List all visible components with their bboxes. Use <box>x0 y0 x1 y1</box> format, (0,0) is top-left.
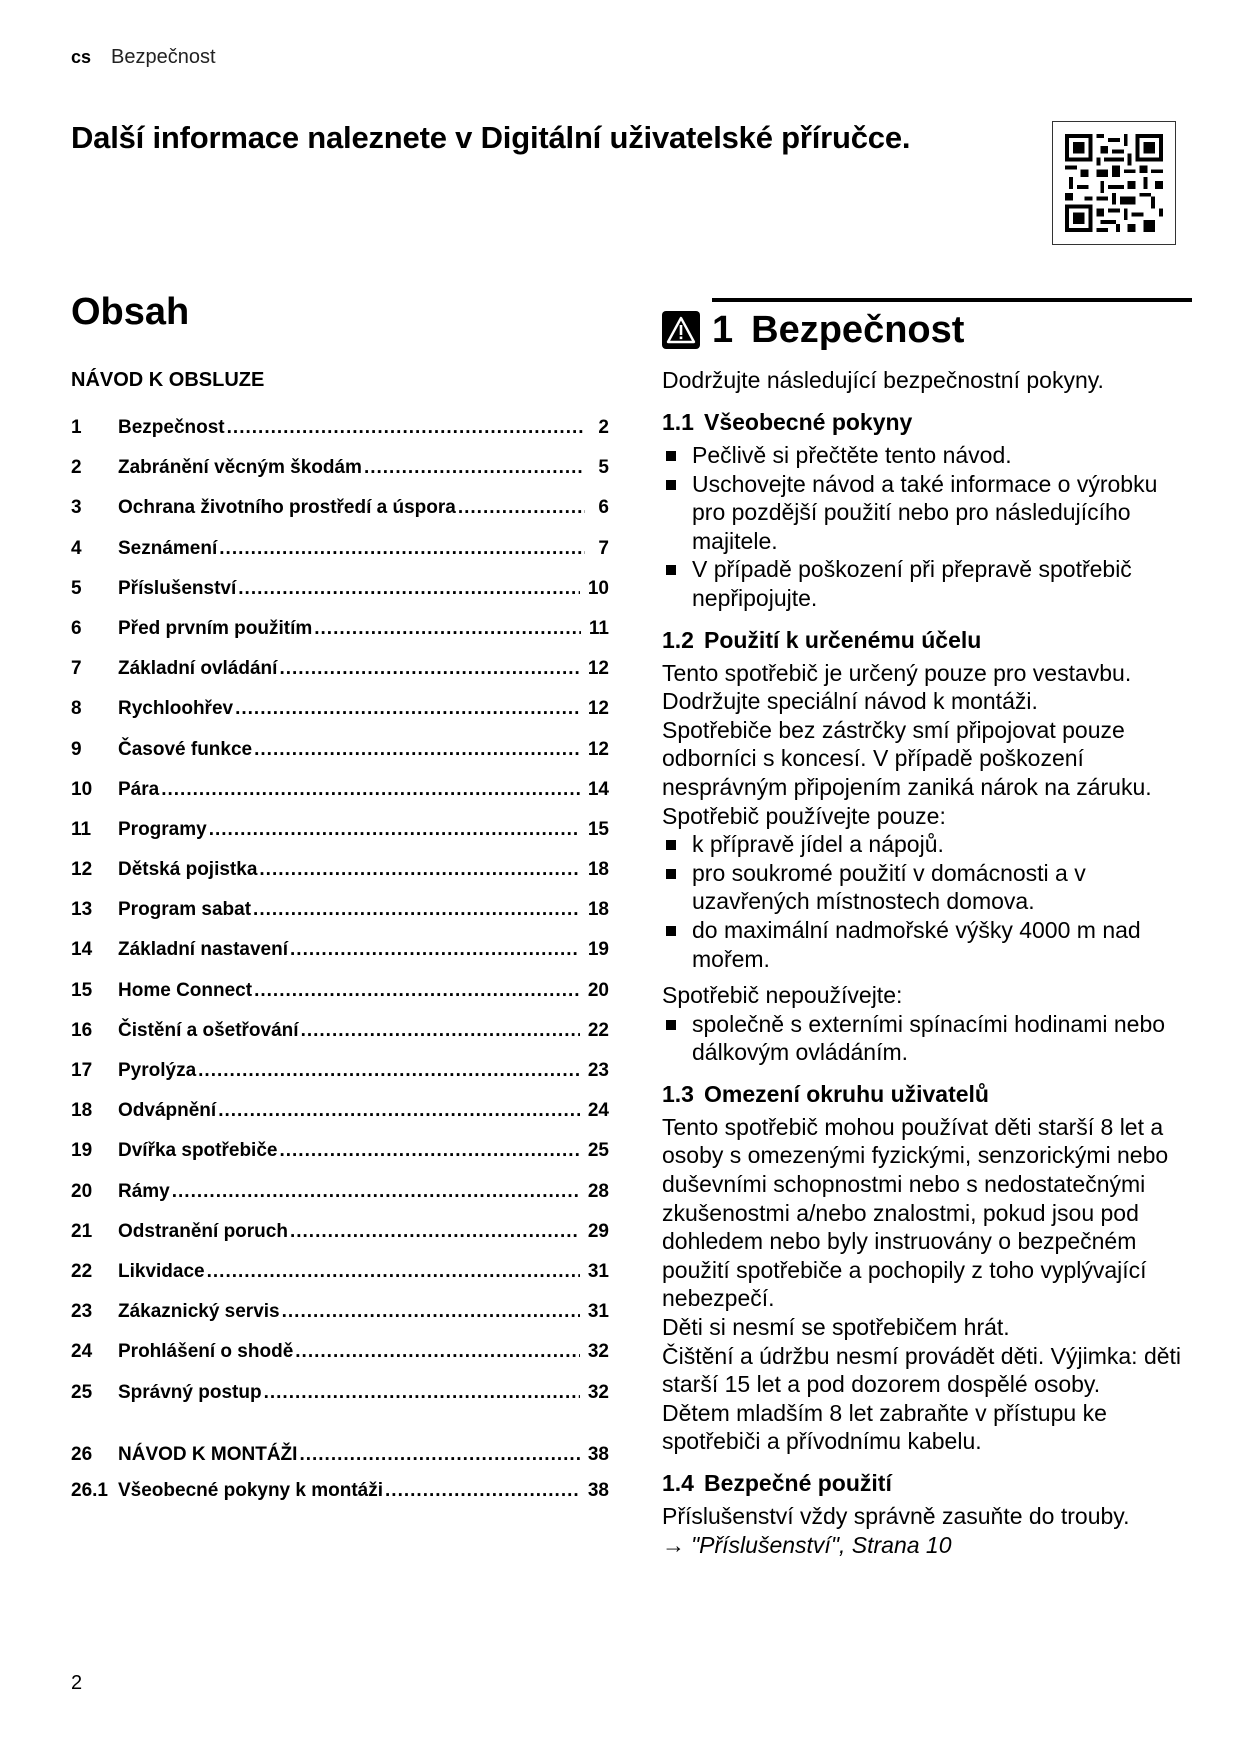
toc-entry-title: Program sabat <box>118 899 252 921</box>
toc-entry[interactable] <box>71 529 609 569</box>
toc-entry[interactable] <box>71 1051 609 1091</box>
toc-entry-title: Seznámení <box>118 537 218 559</box>
toc-entry[interactable] <box>71 850 609 890</box>
toc-dot-leader <box>207 1252 580 1292</box>
toc-entry-page: 2 <box>598 417 609 438</box>
toc-entry[interactable] <box>71 730 609 770</box>
list-item: do maximální nadmořské výšky 4000 m nad mořem. <box>662 916 1192 973</box>
chapter-rule <box>712 298 1192 302</box>
toc-entry[interactable] <box>71 488 609 528</box>
toc-dot-leader <box>301 1011 580 1051</box>
toc-entry-number: 21 <box>71 1220 93 1242</box>
toc-entry-page: 12 <box>587 698 609 720</box>
toc-entry[interactable] <box>71 1475 609 1507</box>
toc-entry-page: 20 <box>587 979 609 1001</box>
toc-entry[interactable] <box>71 770 609 810</box>
toc-entry-page: 29 <box>587 1220 609 1242</box>
toc-entry-number: 16 <box>71 1019 93 1041</box>
toc-entry[interactable] <box>71 448 609 488</box>
toc-dot-leader <box>364 448 585 488</box>
toc-entry-number: 14 <box>71 939 93 961</box>
arrow-right-icon: → <box>662 1531 685 1558</box>
toc-dot-leader <box>290 930 580 970</box>
toc-entry-page: 6 <box>598 497 609 519</box>
paragraph: Děti si nesmí se spotřebičem hrát. <box>662 1314 1010 1341</box>
toc-entry-page: 7 <box>598 537 609 559</box>
toc-entry-title: Dětská pojistka <box>118 859 258 881</box>
toc-entry[interactable] <box>71 1091 609 1131</box>
toc-entry-number: 26 <box>71 1443 93 1465</box>
toc-entry-number: 20 <box>71 1180 93 1202</box>
section-heading-1-1: 1.1 Všeobecné pokyny <box>662 409 913 435</box>
toc-dot-leader <box>254 730 580 770</box>
toc-entry-title: Rámy <box>118 1180 170 1202</box>
toc-entry-number: 18 <box>71 1100 93 1122</box>
toc-entry-page: 25 <box>587 1140 609 1162</box>
toc-entry-page: 23 <box>587 1060 609 1081</box>
chapter-heading <box>662 304 1192 356</box>
language-code: cs <box>71 47 92 67</box>
toc-entry-number: 26.1 <box>71 1479 108 1501</box>
toc-entry-page: 18 <box>587 859 609 881</box>
toc-entry-page: 32 <box>587 1341 609 1363</box>
toc-dot-leader <box>264 1373 580 1413</box>
toc-entry[interactable] <box>71 1172 609 1212</box>
toc-entry[interactable] <box>71 971 609 1011</box>
toc-entry-title: Prohlášení o shodě <box>118 1341 294 1363</box>
toc-entry-title: Bezpečnost <box>118 417 225 438</box>
toc-entry[interactable] <box>71 649 609 689</box>
prohibited-use-list <box>662 1010 1192 1067</box>
toc-entry-number: 4 <box>71 537 82 559</box>
running-header <box>71 46 216 69</box>
paragraph: Spotřebič nepoužívejte: <box>662 982 903 1009</box>
toc-entry-title: Ochrana životního prostředí a úspora <box>118 497 456 519</box>
chapter-intro: Dodržujte následující bezpečnostní pokyny. <box>662 367 1104 393</box>
toc-dot-leader <box>227 408 585 448</box>
toc-entry-number: 1 <box>71 417 82 438</box>
general-instructions-list <box>662 441 1192 613</box>
toc-dot-leader <box>279 1131 579 1171</box>
toc-entry-title: Časové funkce <box>118 738 253 760</box>
toc-entry-title: Programy <box>118 818 207 840</box>
toc-entry-page: 19 <box>587 939 609 961</box>
toc-dot-leader <box>198 1051 580 1091</box>
toc-dot-leader <box>295 1332 580 1372</box>
list-item: k přípravě jídel a nápojů. <box>662 830 1192 859</box>
toc-entry-title: Příslušenství <box>118 577 237 599</box>
toc-dot-leader <box>161 770 580 810</box>
toc-entry-page: 32 <box>587 1381 609 1403</box>
toc-entry-page: 38 <box>587 1443 609 1465</box>
toc-entry-title: Dvířka spotřebiče <box>118 1140 278 1162</box>
toc-dot-leader <box>299 1435 579 1475</box>
toc-entry-number: 19 <box>71 1140 93 1162</box>
toc-entry-title: Odstranění poruch <box>118 1220 288 1242</box>
toc-dot-leader <box>279 649 579 689</box>
toc-entry-title: Pyrolýza <box>118 1060 197 1081</box>
paragraph: Tento spotřebič mohou používat děti starší 8 let a osoby s omezenými fyzickými, senzorickými nebo duševními schopnostmi nebo s nedostatečnými zkušenostmi a/nebo znalostmi, pokud jsou pod dohledem nebo byly instruovány o bezpečném použití spotřebiče a pochopily z toho vyplývající nebezpečí. <box>662 1113 1169 1312</box>
paragraph: Spotřebič používejte pouze: <box>662 802 946 829</box>
toc-entry-number: 15 <box>71 979 93 1001</box>
toc-entry-number: 9 <box>71 738 82 760</box>
toc-entry[interactable] <box>71 1332 609 1372</box>
toc-entry-page: 24 <box>587 1100 609 1122</box>
toc-entry-title: Zákaznický servis <box>118 1301 280 1323</box>
toc-entry[interactable] <box>71 609 609 649</box>
cross-reference-link[interactable]: → "Příslušenství", Strana 10 <box>662 1531 952 1558</box>
toc-entry-title: Všeobecné pokyny k montáži <box>118 1479 384 1501</box>
toc-entry-number: 5 <box>71 577 82 599</box>
toc-dot-leader <box>218 1091 580 1131</box>
warning-triangle-icon <box>662 311 700 349</box>
toc-entry[interactable] <box>71 1252 609 1292</box>
section-heading-1-3: 1.3 Omezení okruhu uživatelů <box>662 1080 989 1107</box>
toc-dot-leader <box>254 971 580 1011</box>
toc-entry-title: Základní nastavení <box>118 939 289 961</box>
toc-entry-page: 38 <box>587 1479 609 1501</box>
toc-dot-leader <box>253 890 580 930</box>
toc-entry[interactable] <box>71 1212 609 1252</box>
toc-entry-number: 11 <box>71 818 92 840</box>
toc-entry-page: 22 <box>587 1019 609 1041</box>
list-item: pro soukromé použití v domácnosti a v uzavřených místnostech domova. <box>662 859 1192 916</box>
toc-dot-leader <box>238 569 580 609</box>
toc-dot-leader <box>290 1212 580 1252</box>
toc-entry-number: 2 <box>71 457 82 479</box>
toc-entry-number: 8 <box>71 698 82 720</box>
toc-dot-leader <box>172 1172 580 1212</box>
toc-dot-leader <box>219 529 585 569</box>
toc-dot-leader <box>314 609 581 649</box>
paragraph: Čištění a údržbu nesmí provádět děti. Výjimka: děti starší 15 let a pod dozorem dospělé osoby. <box>662 1342 1182 1398</box>
toc-dot-leader <box>385 1475 580 1507</box>
toc-entry-number: 17 <box>71 1060 93 1081</box>
toc-entry[interactable] <box>71 569 609 609</box>
toc-subtitle: NÁVOD K OBSLUZE <box>71 369 265 391</box>
toc-entry[interactable] <box>71 810 609 850</box>
toc-entry-number: 7 <box>71 658 82 680</box>
toc-entry[interactable] <box>71 930 609 970</box>
list-item: Pečlivě si přečtěte tento návod. <box>662 441 1192 470</box>
toc-entry[interactable] <box>71 1131 609 1171</box>
toc-entry-title: Základní ovládání <box>118 658 278 680</box>
toc-entry-number: 24 <box>71 1341 93 1363</box>
toc-entry-page: 12 <box>587 658 609 680</box>
toc-entry[interactable] <box>71 1292 609 1332</box>
section-heading-1-2: 1.2 Použití k určenému účelu <box>662 626 982 653</box>
toc-dot-leader <box>259 850 579 890</box>
table-of-contents <box>71 290 609 1507</box>
toc-dot-leader <box>235 689 580 729</box>
toc-entry-number: 25 <box>71 1381 93 1403</box>
toc-entry[interactable] <box>71 1435 609 1475</box>
toc-install-list <box>71 1435 609 1507</box>
toc-entry-page: 5 <box>598 457 609 479</box>
toc-entry-number: 23 <box>71 1301 93 1323</box>
intended-use-list <box>662 830 1192 973</box>
toc-entry[interactable] <box>71 1011 609 1051</box>
toc-entry[interactable] <box>71 408 609 448</box>
toc-entry-page: 18 <box>587 899 609 921</box>
toc-entry-number: 22 <box>71 1260 93 1282</box>
toc-entry-title: Zabránění věcným škodám <box>118 457 362 479</box>
toc-entry-page: 11 <box>588 617 609 639</box>
toc-entry-title: NÁVOD K MONTÁŽI <box>118 1443 298 1465</box>
list-item: V případě poškození při přepravě spotřebič nepřipojujte. <box>662 555 1192 612</box>
toc-entry-title: Pára <box>118 778 160 800</box>
toc-entry-page: 15 <box>587 818 609 840</box>
toc-entry[interactable] <box>71 890 609 930</box>
toc-title: Obsah <box>71 291 190 333</box>
toc-entry-title: Rychloohřev <box>118 698 234 720</box>
toc-entry-number: 13 <box>71 899 93 921</box>
toc-entry-title: Odvápnění <box>118 1100 217 1122</box>
toc-entry-number: 10 <box>71 778 93 800</box>
toc-entry-page: 31 <box>587 1260 609 1282</box>
toc-dot-leader <box>282 1292 580 1332</box>
toc-entry-page: 31 <box>587 1301 609 1323</box>
toc-entry-title: Správný postup <box>118 1381 262 1403</box>
section-heading-1-4: 1.4 Bezpečné použití <box>662 1470 892 1496</box>
toc-entry-title: Home Connect <box>118 979 253 1001</box>
paragraph: Dětem mladším 8 let zabraňte v přístupu ke spotřebiči a přívodnímu kabelu. <box>662 1399 1107 1455</box>
toc-dot-leader <box>458 488 585 528</box>
toc-entry-number: 12 <box>71 859 93 881</box>
list-item: společně s externími spínacími hodinami nebo dálkovým ovládáním. <box>662 1010 1192 1067</box>
toc-list <box>71 408 609 1413</box>
toc-entry[interactable] <box>71 689 609 729</box>
digital-manual-note: Další informace naleznete v Digitální uživatelské příručce. <box>71 120 911 155</box>
qr-code-icon <box>1052 121 1176 245</box>
toc-entry-page: 12 <box>587 738 609 760</box>
paragraph: Tento spotřebič je určený pouze pro vestavbu. Dodržujte speciální návod k montáži. <box>662 659 1132 715</box>
running-section-title: Bezpečnost <box>111 46 216 68</box>
toc-entry-number: 6 <box>71 617 82 639</box>
chapter-safety <box>662 298 1192 1559</box>
paragraph: Příslušenství vždy správně zasuňte do trouby. <box>662 1503 1130 1529</box>
toc-entry-number: 3 <box>71 497 82 519</box>
toc-entry-title: Likvidace <box>118 1260 205 1282</box>
page-number: 2 <box>71 1672 83 1694</box>
paragraph: Spotřebiče bez zástrčky smí připojovat pouze odborníci s koncesí. V případě poškození nesprávným připojením zaniká nárok na záruku. <box>662 716 1152 800</box>
toc-entry-page: 10 <box>587 577 609 599</box>
toc-entry-page: 14 <box>587 778 609 800</box>
chapter-title: 1 Bezpečnost <box>712 308 965 351</box>
toc-entry-title: Čistění a ošetřování <box>118 1019 299 1041</box>
toc-entry-page: 28 <box>587 1180 609 1202</box>
toc-entry-title: Před prvním použitím <box>118 617 313 639</box>
toc-dot-leader <box>209 810 580 850</box>
toc-entry[interactable] <box>71 1373 609 1413</box>
list-item: Uschovejte návod a také informace o výrobku pro pozdější použití nebo pro následujícího majitele. <box>662 470 1192 556</box>
